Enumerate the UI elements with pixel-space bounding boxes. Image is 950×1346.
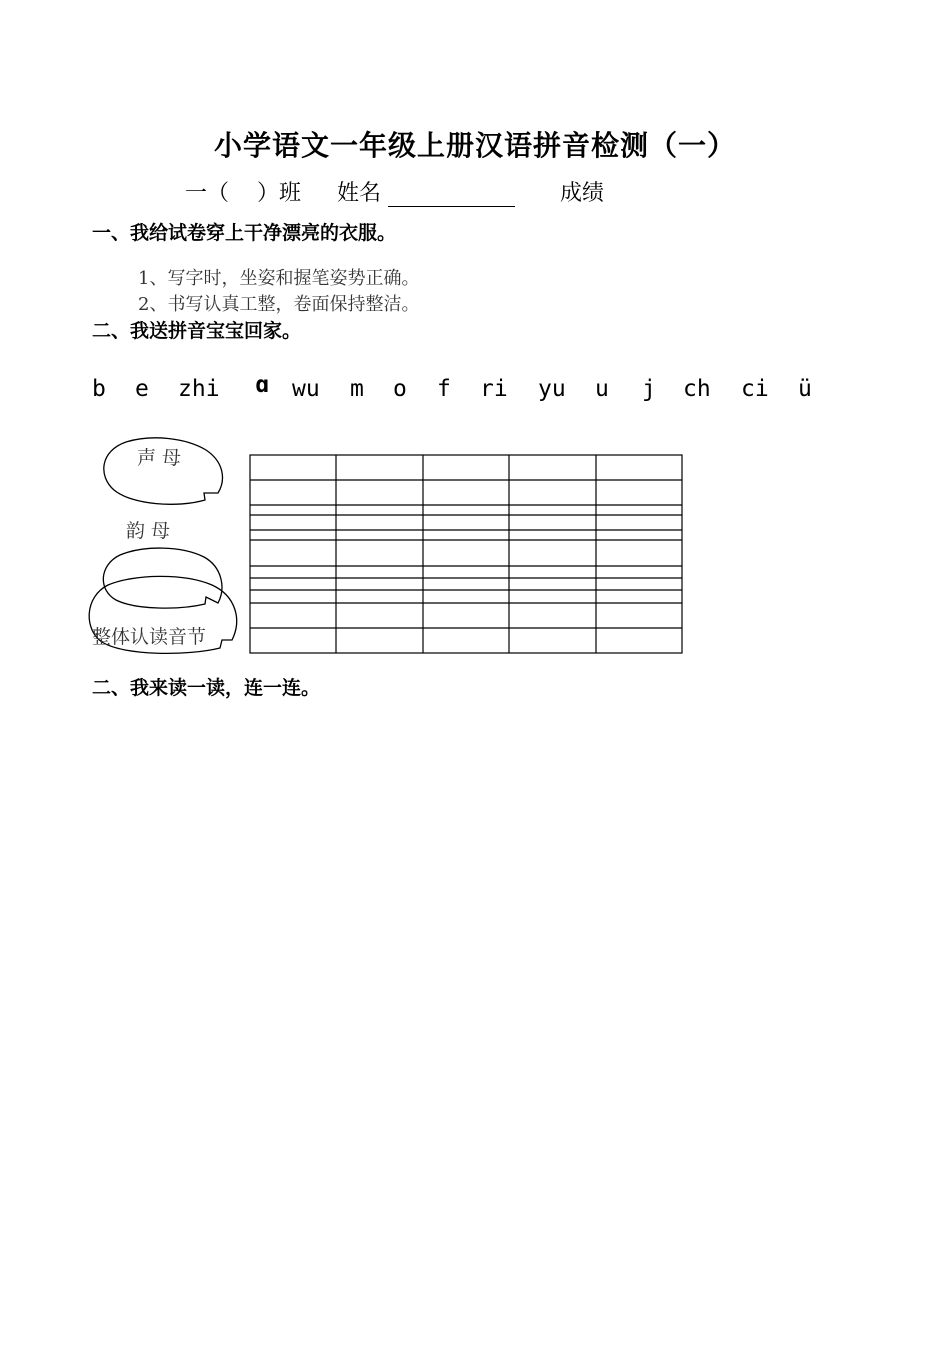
- pinyin-item: wu: [292, 376, 320, 402]
- finals-bubble[interactable]: [103, 548, 222, 608]
- pinyin-item: u: [595, 376, 609, 402]
- whole-syllables-label: 整体认读音节: [92, 626, 207, 648]
- pinyin-item: o: [393, 376, 407, 402]
- pinyin-item: zhi: [178, 376, 220, 402]
- pinyin-item: m: [350, 376, 364, 402]
- class-prefix: 一（: [185, 181, 230, 206]
- initials-label: 声 母: [137, 447, 182, 469]
- requirement-item: 2、书写认真工整，卷面保持整洁。: [138, 294, 420, 315]
- score-label: 成绩: [560, 181, 605, 206]
- section1-heading: 一、我给试卷穿上干净漂亮的衣服。: [92, 222, 397, 244]
- pinyin-item: yu: [538, 376, 566, 402]
- sorting-grid: [250, 455, 682, 653]
- section2-heading: 二、我送拼音宝宝回家。: [92, 320, 302, 342]
- name-label: 姓名: [337, 181, 382, 206]
- pinyin-item: j: [642, 376, 656, 402]
- pinyin-item: ch: [683, 376, 711, 402]
- section3-heading: 二、我来读一读，连一连。: [92, 677, 321, 699]
- requirement-item: 1、写字时，坐姿和握笔姿势正确。: [138, 268, 420, 289]
- class-suffix: ）班: [257, 181, 302, 206]
- page-title: 小学语文一年级上册汉语拼音检测（一）: [213, 129, 736, 162]
- pinyin-item: b: [92, 376, 106, 402]
- finals-label: 韵 母: [126, 520, 171, 542]
- pinyin-item: ci: [741, 376, 769, 402]
- pinyin-item: ri: [480, 376, 508, 402]
- pinyin-item: ɑ: [255, 372, 269, 398]
- pinyin-item: e: [135, 376, 149, 402]
- pinyin-item: f: [437, 376, 451, 402]
- pinyin-item: ü: [798, 376, 812, 402]
